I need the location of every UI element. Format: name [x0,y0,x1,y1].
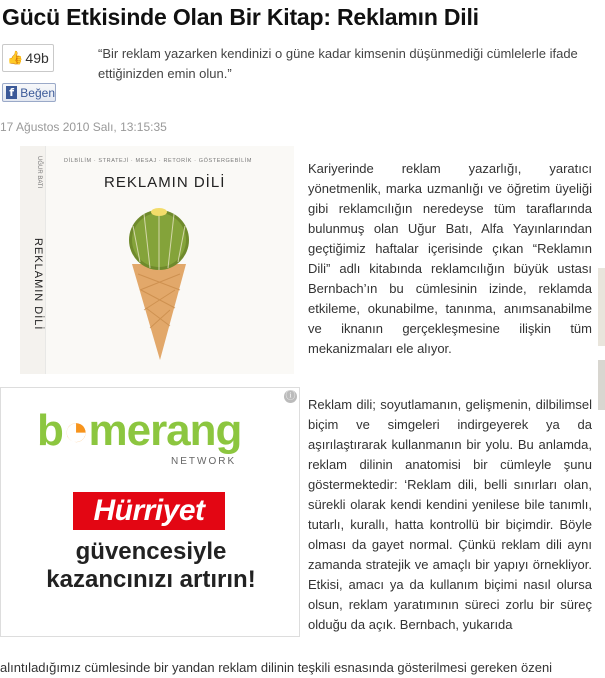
facebook-icon: f [6,86,17,99]
side-thumbnail[interactable] [598,268,605,346]
like-count-box[interactable] [2,44,54,72]
side-thumbnail[interactable] [598,360,605,410]
article-date: 17 Ağustos 2010 Salı, 13:15:35 [0,120,167,134]
ad-brand-logo [37,406,241,456]
book-spine-author: UĞUR BATI [36,156,42,189]
ad-brand-prefix: b [37,406,63,455]
like-count-value: 49b [25,50,49,66]
book-title: REKLAMIN DİLİ [104,174,226,191]
ad-brand-rest: merang [88,406,242,455]
advertisement-banner[interactable] [0,387,300,637]
ad-sponsor-logo: Hürriyet [73,492,225,530]
ad-tagline-1: güvencesiyle [75,538,227,565]
article-paragraph-1: Kariyerinde reklam yazarlığı, yaratıcı yönetmenlik, marka uzmanlığı ve öğretim üyeliği gibi reklamcılığın neredeyse tüm taraflarında bulunmuş olan Uğur Batı, Alfa Yayınlarından geçtiğimiz haftalar içerisinde çıkan “Reklamın Dili” adlı kitabında reklamcılığın büyük ustası Bernbach’ın bu cümlesinin izinde, reklamda etkileme, okunabilme, tanınma, anımsanabilme ve iknanın gerçekleşmesine ilişkin tüm mekanizmaları ele alıyor. [308,161,592,356]
thumbs-up-icon: 👍 [7,50,24,65]
facebook-like-label: Beğen [20,85,55,100]
book-cover-image [0,140,300,377]
cactus-cone-illustration [0,140,300,377]
article-paragraph-2: Reklam dili; soyutlamanın, gelişmenin, dilbilimsel biçim ve simgeleri indirgeyerek ya da aşırılaştırarak kullanmanın bir yolu. Bu anlamda, reklam dilinin anatomisi bir cümleyle şunu göstermektedir: ‘Reklam dili, belli sınırları olan, sürekli olarak kendi kendini yenilese bile tanımlı, tutarlı, kurallı, hatta kontrollü bir biçimdir. Böyle olması da gayet normal. Çünkü reklam dili aynı zamanda stratejik ve amaçlı bir yapıyı örnekliyor. Etkisi, amacı ya da kullanım biçimi nasıl olursa olsun, reklam yaratımının süreci zorlu bir süreç olduğu da açık. Bernbach, yukarıda [308,397,592,632]
book-spine-title: REKLAMIN DİLİ [32,238,44,331]
ad-brand-swoosh-icon: ◔ [62,406,89,455]
ad-info-icon[interactable]: ⓘ [285,391,296,402]
ad-brand-sub: NETWORK [171,456,237,467]
article-paragraph-2-continued: alıntıladığımız cümlesinde bir yandan reklam dilinin teşkili esnasında gösterilmesi gereken özeni [0,660,553,675]
article-quote: “Bir reklam yazarken kendinizi o güne kadar kimsenin düşünmediği cümlelerle ifade ettiğinizden emin olun.” [98,46,578,81]
book-subtitle-line: DİLBİLİM · STRATEJİ · MESAJ · RETORİK · GÖSTERGEBİLİM [64,158,253,164]
article-title: Gücü Etkisinde Olan Bir Kitap: Reklamın Dili [2,4,479,30]
ad-tagline-2: kazancınızı artırın! [46,566,256,593]
facebook-like-button[interactable] [2,83,56,102]
